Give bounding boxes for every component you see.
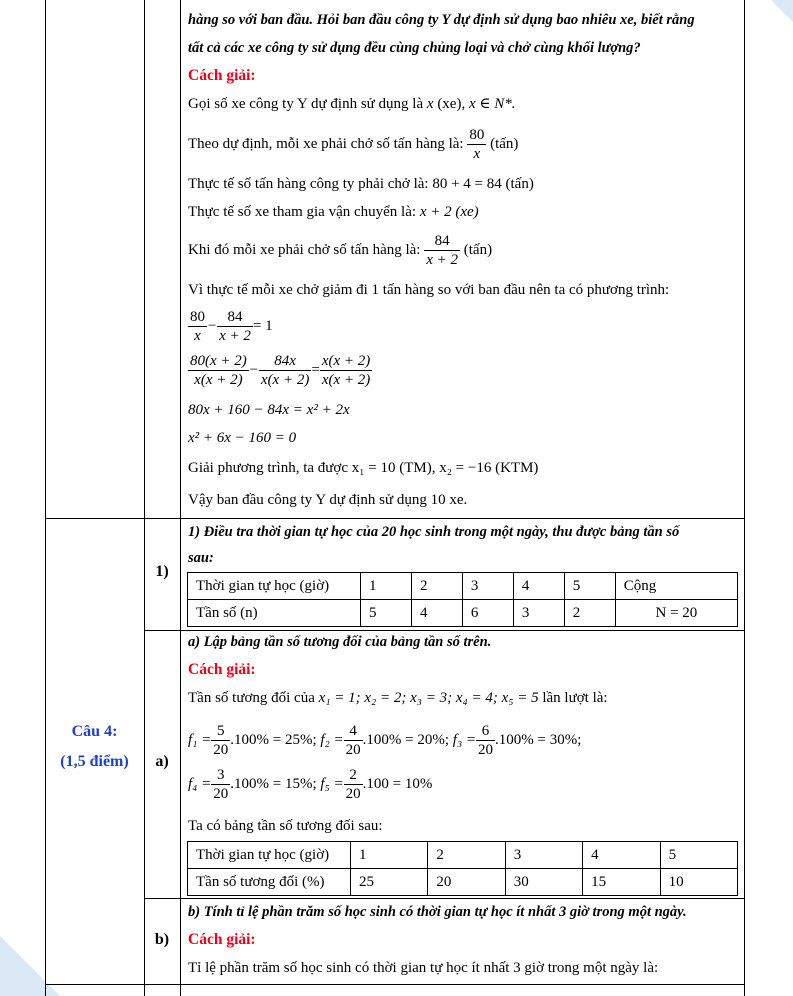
q4-part-b-label: b) <box>154 931 170 948</box>
q3-each-line: Khi đó mỗi xe phải chở số tấn hàng là: $\frac{84}{x + 2}$ (tấn) <box>188 233 493 269</box>
table-row: Thời gian tự học (giờ) 1 2 3 4 5 <box>188 842 738 869</box>
q3-equation-3: 80x + 160 − 84x = x² + 2x <box>188 402 350 418</box>
q3-actual-cars: Thực tế số xe tham gia vận chuyển là: x + 2 (xe) <box>188 204 479 220</box>
q4-part-a-heading: Cách giải: <box>188 661 256 678</box>
q4-part-b-line: Tỉ lệ phần trăm số học sinh có thời gian tự học ít nhất 3 giờ trong một ngày là: <box>188 960 659 976</box>
table-border-right <box>744 0 745 996</box>
q3-actual-tons: Thực tế số tấn hàng công ty phải chở là: 80 + 4 = 84 (tấn) <box>188 176 534 192</box>
table-row: Tần số (n) 5 4 6 3 2 N = 20 <box>188 600 738 627</box>
corner-decoration <box>771 0 793 22</box>
row-divider-q4 <box>45 518 745 519</box>
q4-rel-table-intro: Ta có bảng tần số tương đối sau: <box>188 818 383 834</box>
table-border-col1 <box>144 0 145 996</box>
q4-part1-line1: 1) Điều tra thời gian tự học của 20 học sinh trong một ngày, thu được bảng tần số <box>188 524 680 540</box>
q3-equation-2: $\frac{80(x + 2)}{x(x + 2)}$ − $\frac{84x}{x(x + 2)}$ = $\frac{x(x + 2)}{x(x + 2)}$ <box>190 353 371 388</box>
corner-decoration <box>0 936 60 996</box>
q4-relative-freq-line1: f₁ = $\frac{5}{20}$ .100% = 25%; f₂ = $\frac{4}{20}$ .100% = 20%; f₃ = $\frac{6}{20}$ .100% = 30%; <box>188 723 582 758</box>
fraction: $\frac{80}{x}$ <box>469 127 485 163</box>
table-row: Tần số tương đối (%) 25 20 30 15 10 <box>188 869 738 896</box>
table-border-bottom <box>45 984 745 985</box>
q3-solution-heading: Cách giải: <box>188 67 256 84</box>
row-divider-part-b <box>144 898 745 899</box>
q3-variable-line: Gọi số xe công ty Y dự định sử dụng là x (xe), x ∈ N*. <box>188 96 516 112</box>
table-border-col2 <box>180 0 181 996</box>
table-row: Thời gian tự học (giờ) 1 2 3 4 5 Cộng <box>188 573 738 600</box>
q4-relative-freq-line2: f₄ = $\frac{3}{20}$ .100% = 15%; f₅ = $\frac{2}{20}$ .100 = 10% <box>188 767 433 802</box>
q3-solve-line: Giải phương trình, ta được x₁ = 10 (TM), x₂ = −16 (KTM) <box>188 460 539 476</box>
q3-equation-4: x² + 6x − 160 = 0 <box>188 430 297 446</box>
table-border-left <box>45 0 46 996</box>
q3-plan-line: Theo dự định, mỗi xe phải chở số tấn hàng là: $\frac{80}{x}$ (tấn) <box>188 127 519 163</box>
q3-problem-line1: hàng so với ban đầu. Hỏi ban đầu công ty Y dự định sử dụng bao nhiêu xe, biết rằng <box>188 12 695 28</box>
relative-frequency-table <box>187 841 738 896</box>
q3-equation-1: $\frac{80}{x}$ − $\frac{84}{x + 2}$ = 1 <box>190 309 273 344</box>
q4-label: Câu 4: <box>71 723 118 740</box>
q4-part1-line2: sau: <box>188 550 214 566</box>
q3-problem-line2: tất cả các xe công ty sử dụng đều cùng chủng loại và chở cùng khối lượng? <box>188 40 641 56</box>
fraction: $\frac{84}{x + 2}$ <box>426 233 459 269</box>
q3-conclusion: Vậy ban đầu công ty Y dự định sử dụng 10 xe. <box>188 492 468 508</box>
q4-points: (1,5 điểm) <box>60 753 129 770</box>
q3-equation-intro: Vì thực tế mỗi xe chở giảm đi 1 tấn hàng so với ban đầu nên ta có phương trình: <box>188 282 670 298</box>
q4-part-b-title: b) Tính tỉ lệ phần trăm số học sinh có thời gian tự học ít nhất 3 giờ trong một ngày. <box>188 904 687 920</box>
q4-part-a-title: a) Lập bảng tần số tương đối của bảng tần số trên. <box>188 634 492 650</box>
q4-part-a-label: a) <box>155 753 169 770</box>
q4-part-b-heading: Cách giải: <box>188 931 256 948</box>
q4-part-a-intro: Tần số tương đối của x₁ = 1; x₂ = 2; x₃ = 3; x₄ = 4; x₅ = 5 lần lượt là: <box>188 690 608 706</box>
q4-part1-label: 1) <box>155 563 169 580</box>
frequency-table <box>187 572 738 627</box>
row-divider-part-a <box>144 630 745 631</box>
